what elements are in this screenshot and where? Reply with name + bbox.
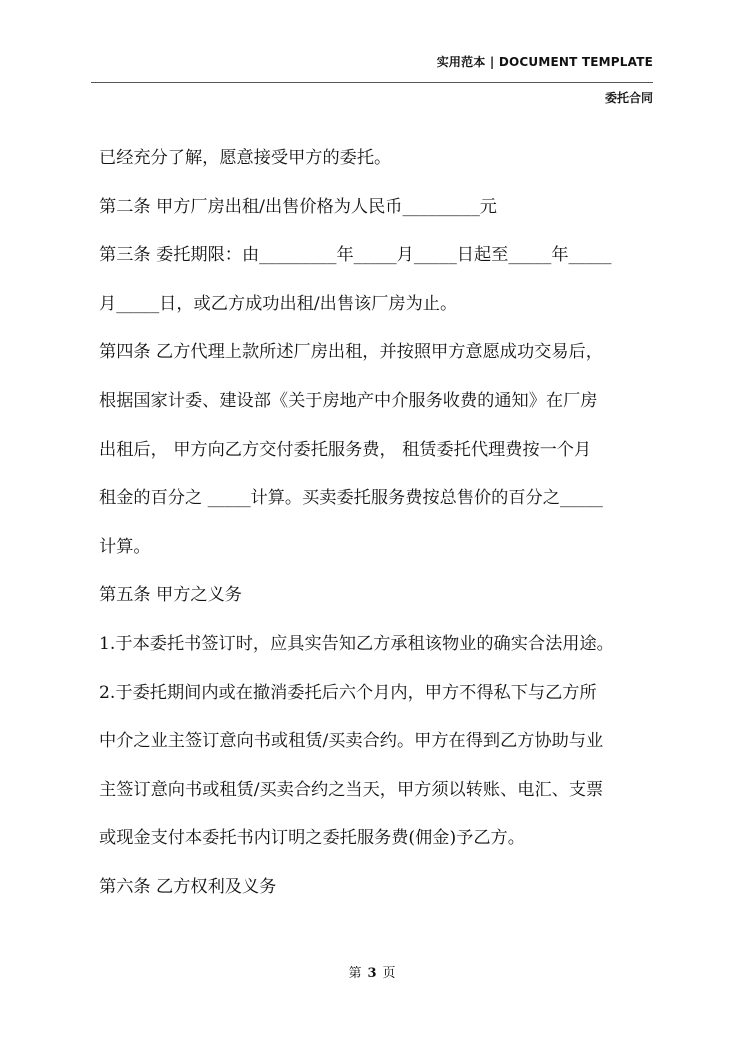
body-line: 租金的百分之 _____计算。买卖委托服务费按总售价的百分之_____ <box>99 488 603 509</box>
body-line: 根据国家计委、建设部《关于房地产中介服务收费的通知》在厂房 <box>99 390 598 411</box>
body-line: 或现金支付本委托书内订明之委托服务费(佣金)予乙方。 <box>99 828 525 849</box>
body-line: 第二条 甲方厂房出租/出售价格为人民币_________元 <box>99 196 497 217</box>
body-line: 第五条 甲方之义务 <box>99 585 242 606</box>
body-line: 第四条 乙方代理上款所述厂房出租，并按照甲方意愿成功交易后， <box>99 342 603 363</box>
body-line: 月_____日，或乙方成功出租/出售该厂房为止。 <box>99 293 458 314</box>
document-header-subtitle: 委托合同 <box>604 91 653 105</box>
body-line: 出租后， 甲方向乙方交付委托服务费， 租赁委托代理费按一个月 <box>99 439 592 460</box>
body-line: 已经充分了解，愿意接受甲方的委托。 <box>99 148 392 168</box>
body-line: 2.于委托期间内或在撤消委托后六个月内，甲方不得私下与乙方所 <box>99 682 597 703</box>
body-line: 中介之业主签订意向书或租赁/买卖合约。甲方在得到乙方协助与业 <box>99 731 604 752</box>
document-header-title: 实用范本 | DOCUMENT TEMPLATE <box>436 55 653 69</box>
contract-body <box>99 134 659 912</box>
page-suffix: 页 <box>382 966 396 981</box>
body-line: 第三条 委托期限：由_________年_____月_____日起至_____年_____ <box>99 245 612 266</box>
header-divider <box>91 82 653 83</box>
body-line: 计算。 <box>99 536 151 557</box>
body-line: 第六条 乙方权利及义务 <box>99 876 277 897</box>
page-number: 3 <box>367 966 377 981</box>
body-line: 主签订意向书或租赁/买卖合约之当天，甲方须以转账、电汇、支票 <box>99 779 604 800</box>
page-number-footer <box>0 962 744 981</box>
page-prefix: 第 <box>348 966 362 981</box>
body-line: 1.于本委托书签订时，应具实告知乙方承租该物业的确实合法用途。 <box>99 633 614 654</box>
